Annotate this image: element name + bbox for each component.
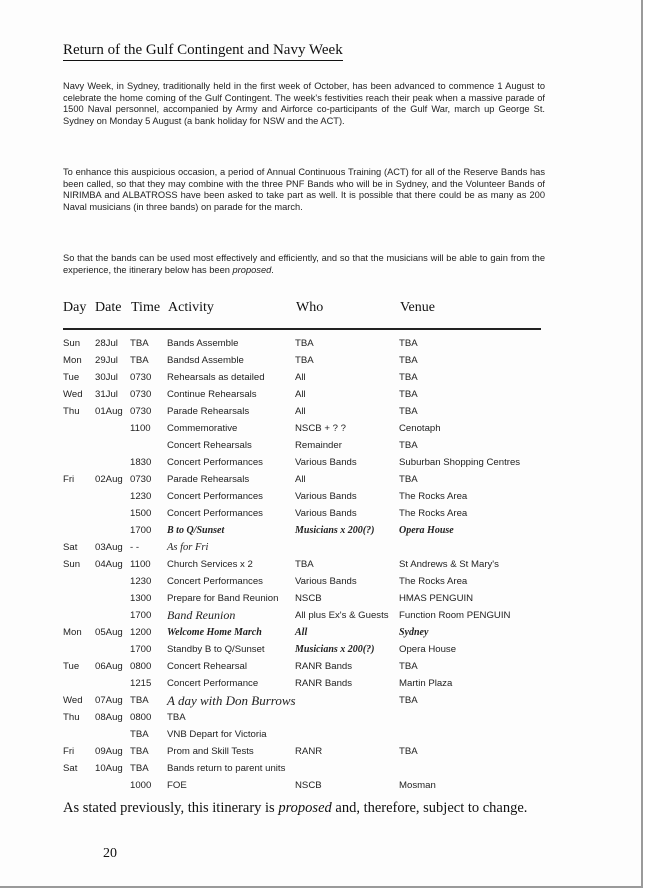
cell-time: 1215 <box>130 678 152 689</box>
cell-date: 06Aug <box>95 661 123 672</box>
intro-end: . <box>271 264 274 275</box>
cell-day: Thu <box>63 712 80 723</box>
cell-activity: Welcome Home March <box>167 627 262 638</box>
cell-venue: TBA <box>399 389 418 400</box>
header-time: Time <box>131 300 161 315</box>
cell-day: Sun <box>63 559 81 570</box>
table-row <box>0 777 650 794</box>
table-row <box>0 420 650 437</box>
cell-who: Various Bands <box>295 457 357 468</box>
paragraph-itinerary-intro <box>63 253 545 276</box>
cell-activity: As for Fri <box>167 542 209 553</box>
page-number: 20 <box>103 846 117 861</box>
paragraph-training: To enhance this auspicious occasion, a period of Annual Continuous Training (ACT) for all of the Reserve Bands has been called, so that they may combine with the three PNF Bands who will be in Sydney, and the Volunteer Bands of NIRIMBA and ALBATROSS have been asked to take part as well. It is possible that there could be as many as 200 Naval musicians (in three bands) on parade for the march. <box>63 167 545 212</box>
cell-day: Mon <box>63 355 82 366</box>
cell-day: Sun <box>63 338 81 349</box>
cell-who: Various Bands <box>295 576 357 587</box>
cell-venue: TBA <box>399 338 418 349</box>
intro-text: So that the bands can be used most effectively and efficiently, and so that the musicians will be able to gain from the experience, the itinerary below has been <box>63 253 545 275</box>
table-row <box>0 726 650 743</box>
cell-venue: Cenotaph <box>399 423 441 434</box>
closing-text: As stated previously, this itinerary is <box>63 800 279 816</box>
cell-time: 1100 <box>130 423 151 434</box>
cell-venue: TBA <box>399 474 418 485</box>
cell-date: 07Aug <box>95 695 123 706</box>
table-row <box>0 658 650 675</box>
cell-time: TBA <box>130 695 149 706</box>
cell-activity: Concert Rehearsal <box>167 661 247 672</box>
cell-activity: Concert Performances <box>167 508 263 519</box>
table-row <box>0 454 650 471</box>
cell-day: Tue <box>63 661 80 672</box>
cell-day: Mon <box>63 627 82 638</box>
cell-time: TBA <box>130 746 149 757</box>
cell-date: 02Aug <box>95 474 123 485</box>
cell-time: - - <box>130 542 140 553</box>
cell-activity: VNB Depart for Victoria <box>167 729 267 740</box>
paragraph-navy-week: Navy Week, in Sydney, traditionally held in the first week of October, has been advanced to commence 1 August to celebrate the home coming of the Gulf Contingent. The week's festivities reach their peak when a massive parade of 1500 Naval personnel, accompanied by Army and Airforce co-participants of the Gulf War, march up George St. Sydney on Monday 5 August (a bank holiday for NSW and the ACT). <box>63 81 545 126</box>
cell-venue: HMAS PENGUIN <box>399 593 474 604</box>
closing-statement <box>63 799 549 817</box>
cell-activity: Bands Assemble <box>167 338 239 349</box>
cell-time: TBA <box>130 355 149 366</box>
cell-who: NSCB + ? ? <box>295 423 346 434</box>
table-row <box>0 488 650 505</box>
header-venue: Venue <box>400 300 435 315</box>
table-row <box>0 692 650 709</box>
cell-venue: TBA <box>399 695 418 706</box>
cell-activity: Prom and Skill Tests <box>167 746 254 757</box>
cell-date: 09Aug <box>95 746 123 757</box>
cell-date: 10Aug <box>95 763 123 774</box>
cell-who: All plus Ex's & Guests <box>295 610 389 621</box>
cell-time: TBA <box>130 763 149 774</box>
cell-venue: TBA <box>399 406 418 417</box>
cell-who: RANR <box>295 746 323 757</box>
cell-day: Fri <box>63 474 75 485</box>
cell-day: Wed <box>63 389 83 400</box>
cell-who: RANR Bands <box>295 661 353 672</box>
cell-date: 03Aug <box>95 542 123 553</box>
cell-time: 1230 <box>130 576 152 587</box>
cell-venue: TBA <box>399 746 418 757</box>
table-row <box>0 709 650 726</box>
cell-day: Wed <box>63 695 83 706</box>
cell-activity: A day with Don Burrows <box>167 693 296 708</box>
cell-venue: The Rocks Area <box>399 508 468 519</box>
closing-emphasis: proposed <box>278 800 332 816</box>
table-row <box>0 556 650 573</box>
cell-who: Various Bands <box>295 508 357 519</box>
cell-who: TBA <box>295 355 314 366</box>
cell-who: NSCB <box>295 780 322 791</box>
table-row <box>0 539 650 556</box>
cell-time: TBA <box>130 729 149 740</box>
cell-who: All <box>295 389 306 400</box>
table-row <box>0 675 650 692</box>
cell-time: 0800 <box>130 661 152 672</box>
cell-who: All <box>295 372 306 383</box>
cell-venue: TBA <box>399 440 418 451</box>
cell-day: Thu <box>63 406 80 417</box>
cell-activity: Concert Performances <box>167 491 263 502</box>
cell-venue: TBA <box>399 661 418 672</box>
cell-who: Remainder <box>295 440 342 451</box>
table-row <box>0 403 650 420</box>
cell-venue: The Rocks Area <box>399 576 468 587</box>
cell-time: 0730 <box>130 389 152 400</box>
cell-time: 0730 <box>130 474 152 485</box>
table-row <box>0 624 650 641</box>
cell-venue: TBA <box>399 372 418 383</box>
cell-time: 1700 <box>130 525 152 536</box>
cell-venue: Mosman <box>399 780 436 791</box>
cell-who: RANR Bands <box>295 678 353 689</box>
table-row <box>0 641 650 658</box>
cell-time: 0730 <box>130 406 152 417</box>
cell-activity: Standby B to Q/Sunset <box>167 644 265 655</box>
cell-time: 1100 <box>130 559 151 570</box>
cell-time: 1000 <box>130 780 152 791</box>
header-who: Who <box>296 300 324 315</box>
cell-who: Musicians x 200(?) <box>295 644 375 655</box>
cell-time: 0800 <box>130 712 152 723</box>
cell-activity: FOE <box>167 780 187 791</box>
cell-activity: Rehearsals as detailed <box>167 372 265 383</box>
cell-activity: Continue Rehearsals <box>167 389 257 400</box>
cell-activity: Concert Performances <box>167 576 263 587</box>
cell-day: Fri <box>63 746 75 757</box>
cell-venue: Opera House <box>399 644 457 655</box>
cell-date: 05Aug <box>95 627 123 638</box>
cell-time: 1200 <box>130 627 152 638</box>
table-row <box>0 369 650 386</box>
cell-date: 29Jul <box>95 355 118 366</box>
header-activity: Activity <box>168 300 214 315</box>
cell-who: NSCB <box>295 593 322 604</box>
cell-who: TBA <box>295 559 314 570</box>
cell-activity: Parade Rehearsals <box>167 406 250 417</box>
table-row <box>0 607 650 624</box>
table-row <box>0 471 650 488</box>
cell-activity: Bands return to parent units <box>167 763 286 774</box>
cell-time: 1230 <box>130 491 152 502</box>
cell-activity: Church Services x 2 <box>167 559 253 570</box>
cell-activity: Concert Performances <box>167 457 263 468</box>
cell-activity: Bandsd Assemble <box>167 355 244 366</box>
cell-who: Musicians x 200(?) <box>295 525 375 536</box>
cell-date: 01Aug <box>95 406 123 417</box>
cell-time: 1500 <box>130 508 152 519</box>
table-row <box>0 335 650 352</box>
cell-activity: Band Reunion <box>167 608 236 622</box>
cell-who: All <box>295 406 306 417</box>
page-title: Return of the Gulf Contingent and Navy Week <box>63 42 343 61</box>
cell-time: 1700 <box>130 610 152 621</box>
table-row <box>0 573 650 590</box>
table-row <box>0 743 650 760</box>
header-date: Date <box>95 300 122 315</box>
cell-venue: Sydney <box>399 627 429 638</box>
cell-activity: Concert Performance <box>167 678 259 689</box>
cell-venue: Martin Plaza <box>399 678 453 689</box>
cell-time: 1830 <box>130 457 152 468</box>
cell-activity: Prepare for Band Reunion <box>167 593 279 604</box>
cell-date: 31Jul <box>95 389 118 400</box>
cell-venue: Opera House <box>399 525 454 536</box>
cell-time: TBA <box>130 338 149 349</box>
table-row <box>0 590 650 607</box>
cell-date: 30Jul <box>95 372 118 383</box>
cell-venue: Function Room PENGUIN <box>399 610 511 621</box>
cell-day: Tue <box>63 372 80 383</box>
cell-time: 1700 <box>130 644 152 655</box>
cell-activity: TBA <box>167 712 186 723</box>
cell-date: 28Jul <box>95 338 118 349</box>
cell-day: Sat <box>63 763 78 774</box>
header-rule <box>63 328 541 330</box>
cell-activity: B to Q/Sunset <box>167 525 225 536</box>
cell-date: 08Aug <box>95 712 123 723</box>
cell-time: 1300 <box>130 593 152 604</box>
cell-venue: Suburban Shopping Centres <box>399 457 521 468</box>
cell-day: Sat <box>63 542 78 553</box>
table-row <box>0 352 650 369</box>
cell-venue: St Andrews & St Mary's <box>399 559 499 570</box>
table-row <box>0 386 650 403</box>
intro-emphasis: proposed <box>232 264 272 275</box>
cell-who: TBA <box>295 338 314 349</box>
cell-activity: Commemorative <box>167 423 238 434</box>
cell-who: Various Bands <box>295 491 357 502</box>
table-row <box>0 522 650 539</box>
cell-venue: The Rocks Area <box>399 491 468 502</box>
cell-date: 04Aug <box>95 559 123 570</box>
cell-who: All <box>295 627 308 638</box>
cell-activity: Parade Rehearsals <box>167 474 250 485</box>
table-row <box>0 437 650 454</box>
table-row <box>0 505 650 522</box>
cell-venue: TBA <box>399 355 418 366</box>
cell-time: 0730 <box>130 372 152 383</box>
table-row <box>0 760 650 777</box>
closing-text-end: and, therefore, subject to change. <box>331 800 528 816</box>
header-day: Day <box>63 300 87 315</box>
cell-activity: Concert Rehearsals <box>167 440 252 451</box>
cell-who: All <box>295 474 306 485</box>
